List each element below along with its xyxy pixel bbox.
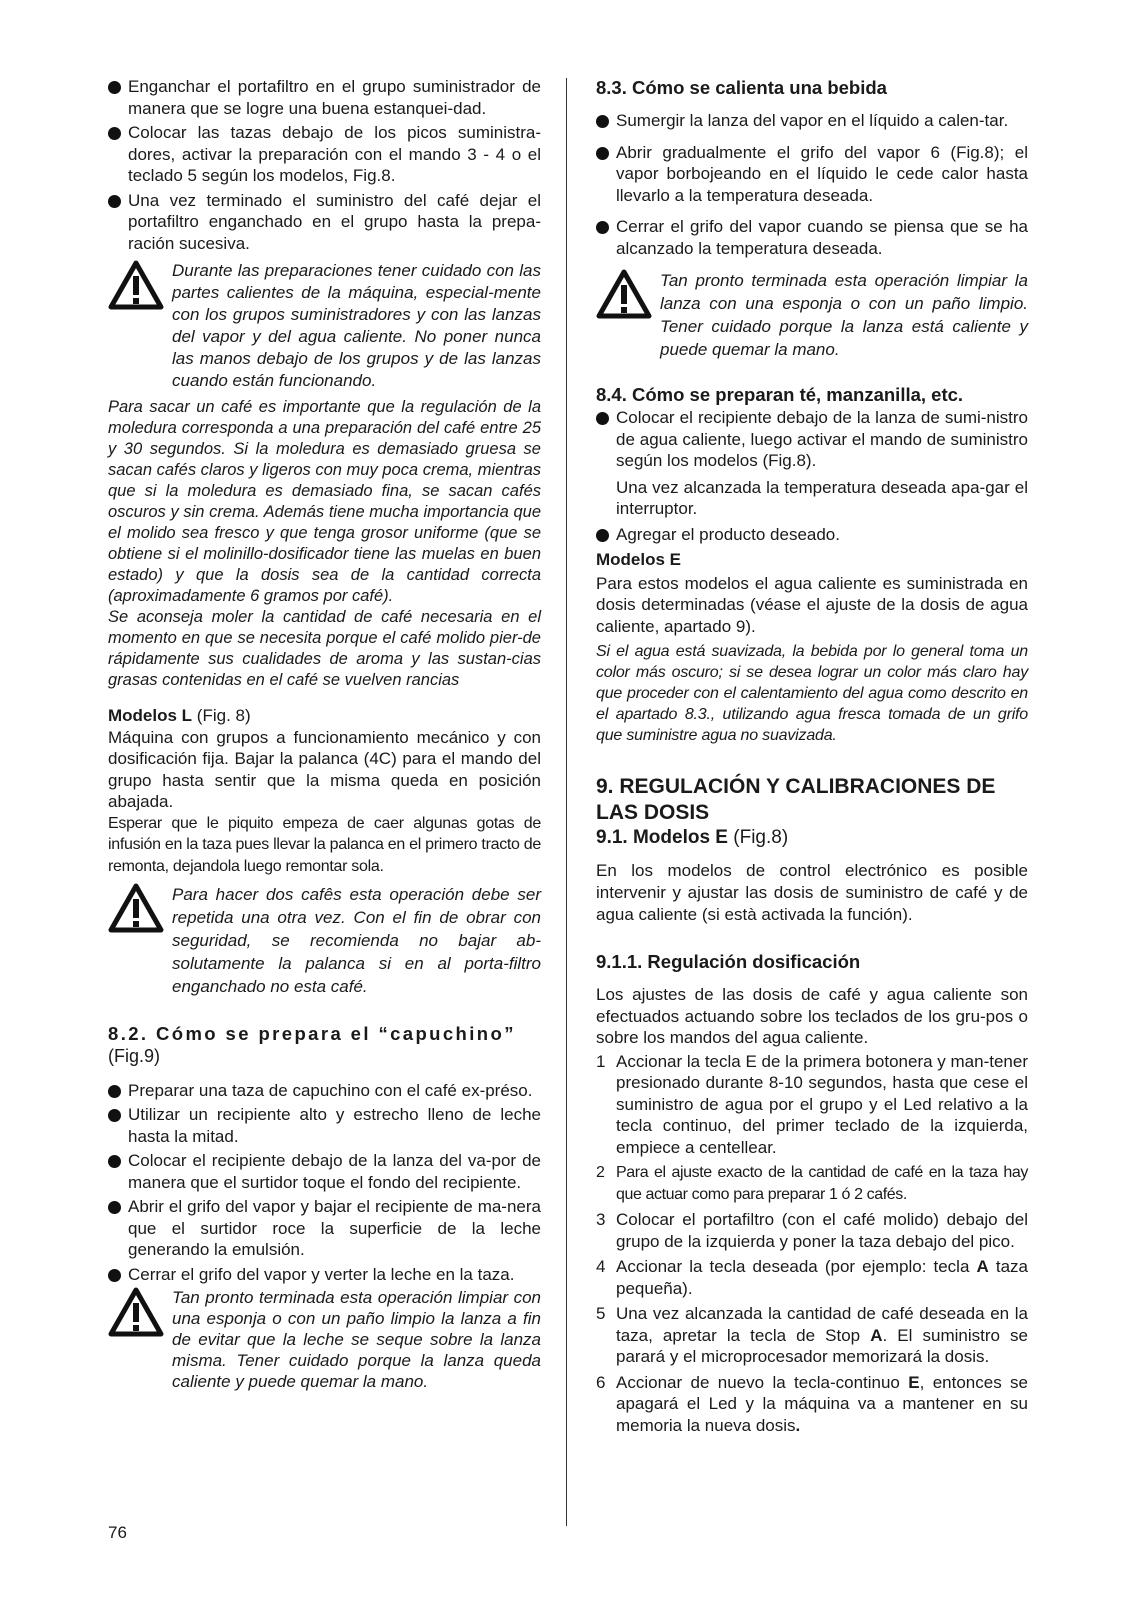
section-heading: 9.1. Modelos E (Fig.8) xyxy=(596,827,789,848)
warning-box xyxy=(108,1287,541,1392)
warning-icon xyxy=(108,883,172,933)
list-item: Colocar el recipiente debajo de la lanza de sumi-nistro de agua caliente, luego activar el mando de suministro según los modelos (Fig.8). xyxy=(596,407,1028,472)
page-number: 76 xyxy=(108,1523,127,1542)
numbered-item: 5 Una vez alcanzada la cantidad de café deseada en la taza, apretar la tecla de Stop A. El suministro se parará y el microprocesador memorizará la dosis. xyxy=(596,1304,1028,1366)
warning-icon xyxy=(108,1287,172,1337)
chapter-heading: 9. REGULACIÓN Y CALIBRACIONES DE LAS DOSIS xyxy=(596,775,996,824)
section-heading: 8.3. Cómo se calienta una bebida xyxy=(596,77,887,98)
column-divider xyxy=(566,78,567,1526)
list-item: Utilizar un recipiente alto y estrecho lleno de leche hasta la mitad. xyxy=(108,1104,541,1147)
list-item: Una vez terminado el suministro del café dejar el portafiltro enganchado en el grupo hasta la prepa-ración sucesiva. xyxy=(108,190,541,255)
list-item: Enganchar el portafiltro en el grupo suministrador de manera que se logre una buena estanquei-dad. xyxy=(108,76,541,119)
paragraph: Los ajustes de las dosis de café y agua caliente son efectuados actuando sobre los teclados de los gru-pos o sobre los mandos del agua caliente. xyxy=(596,985,1028,1047)
paragraph: Una vez alcanzada la temperatura deseada apa-gar el interruptor. xyxy=(616,477,1028,518)
paragraph: Para estos modelos el agua caliente es suministrada en dosis determinadas (véase el ajuste de la dosis de agua caliente, apartado 9). xyxy=(596,573,1028,636)
warning-text: Durante las preparaciones tener cuidado con las partes calientes de la máquina, especial-mente con los grupos suministradores y con las lanzas del vapor y del agua caliente. No poner nunca las manos debajo de los grupos y de las lanzas cuando están funcionando. xyxy=(172,261,541,390)
list-item: Colocar el recipiente debajo de la lanza del va-por de manera que el surtidor toque el fondo del recipiente. xyxy=(108,1150,541,1193)
numbered-item: 4 Accionar la tecla deseada (por ejemplo: tecla A taza pequeña). xyxy=(596,1257,1028,1298)
list-item: Sumergir la lanza del vapor en el líquido a calen-tar. xyxy=(596,110,1028,132)
modelos-l-heading: Modelos L (Fig. 8) xyxy=(108,706,251,725)
list-item: Cerrar el grifo del vapor cuando se piensa que se ha alcanzado la temperatura deseada. xyxy=(596,216,1028,259)
paragraph: En los modelos de control electrónico es posible intervenir y ajustar las dosis de suministro de café y de agua caliente (si està activada la función). xyxy=(596,861,1028,924)
list-item: Colocar las tazas debajo de los picos suministra-dores, activar la preparación con el mando 3 - 4 o el teclado 5 según los modelos, Fig.8. xyxy=(108,122,541,187)
list-item: Preparar una taza de capuchino con el café ex-préso. xyxy=(108,1080,541,1102)
paragraph: Máquina con grupos a funcionamiento mecánico y con dosificación fija. Bajar la palanca (4C) para el mando del grupo hasta sentir que la misma queda en posición abajada. xyxy=(108,727,541,811)
section-heading: 8.2. Cómo se prepara el “capuchino” xyxy=(108,1023,516,1044)
section-heading: 9.1.1. Regulación dosificación xyxy=(596,951,861,972)
warning-box xyxy=(108,883,541,998)
list-item: Cerrar el grifo del vapor y verter la leche en la taza. xyxy=(108,1264,541,1286)
warning-box xyxy=(108,260,541,392)
section-heading: 8.4. Cómo se preparan té, manzanilla, etc. xyxy=(596,384,964,405)
list-item: Abrir gradualmente el grifo del vapor 6 (Fig.8); el vapor borbojeando en el líquido le cede calor hasta llevarlo a la temperatura deseada. xyxy=(596,142,1028,207)
warning-text: Tan pronto terminada esta operación limpiar con una esponja o con un paño limpio la lanza a fin de evitar que la leche se seque sobre la lanza misma. Tener cuidado porque la lanza queda caliente y puede quemar la mano. xyxy=(172,1288,541,1391)
numbered-item: 3 Colocar el portafiltro (con el café molido) debajo del grupo de la izquierda y poner la taza debajo del pico. xyxy=(596,1210,1028,1251)
warning-box xyxy=(596,269,1028,361)
list-item: Agregar el producto deseado. xyxy=(596,524,1028,546)
right-column xyxy=(596,76,1028,1436)
paragraph: Esperar que le piquito empeza de caer algunas gotas de infusión en la taza pues llevar la palanca en el primero tracto de remonta, dejandola luego remontar sola. xyxy=(108,814,541,875)
numbered-item: 2 Para el ajuste exacto de la cantidad de café en la taza hay que actuar como para preparar 1 ó 2 cafés. xyxy=(596,1164,1028,1203)
warning-icon xyxy=(108,260,172,310)
numbered-item: 1 Accionar la tecla E de la primera botonera y man-tener presionado durante 8-10 segundos, hasta que cese el suministro de agua por el grupo y el Led relativo a la tecla continuo, del primer teclado de la izquierda, empiece a centellear. xyxy=(596,1051,1028,1157)
numbered-item: 6 Accionar de nuevo la tecla-continuo E, entonces se apagará el Led y la máquina va a mantener en su memoria la nueva dosis. xyxy=(596,1372,1029,1435)
section-fig-ref: (Fig.9) xyxy=(108,1046,161,1066)
warning-icon xyxy=(596,269,660,319)
note-paragraph: Si el agua está suavizada, la bebida por lo general toma un color más oscuro; si se desea lograr un color más claro hay que proceder con el calentamiento del agua como descrito en el apartado 8.3., utilizando agua fresca tomada de un grifo que suministre agua no suavizada. xyxy=(596,643,1028,744)
left-column xyxy=(108,76,541,1392)
warning-text: Para hacer dos cafês esta operación debe ser repetida una otra vez. Con el fin de obrar con seguridad, se recomienda no bajar ab-solutamente la palanca si en al porta-filtro enganchado no esta café. xyxy=(172,885,541,996)
modelos-e-heading: Modelos E xyxy=(596,550,682,569)
note-paragraph: Se aconseja moler la cantidad de café necesaria en el momento en que se necesita porque el café molido pier-de rápidamente sus cualidades de aroma y las sustan-cias grasas contenidas en el café se vuelven rancias xyxy=(108,608,541,689)
note-paragraph: Para sacar un café es importante que la regulación de la moledura corresponda a una preparación del café entre 25 y 30 segundos. Si la moledura es demasiado gruesa se sacan cafés claros y ligeros con muy poca crema, mientras que si la moledura es demasiado fina, se sacan cafés oscuros y sin crema. Además tiene mucha importancia que el molido sea fresco y que tenga grosor uniforme (que se obtiene si el molinillo-dosificador tiene las muelas en buen estado) y que la dosis sea de la cantidad correcta (aproximadamente 6 gramos por café). xyxy=(108,398,541,605)
warning-text: Tan pronto terminada esta operación limpiar la lanza con una esponja o con un paño limpio. Tener cuidado porque la lanza está caliente y puede quemar la mano. xyxy=(660,271,1028,359)
list-item: Abrir el grifo del vapor y bajar el recipiente de ma-nera que el surtidor roce la superficie de la leche generando la emulsión. xyxy=(108,1196,541,1261)
